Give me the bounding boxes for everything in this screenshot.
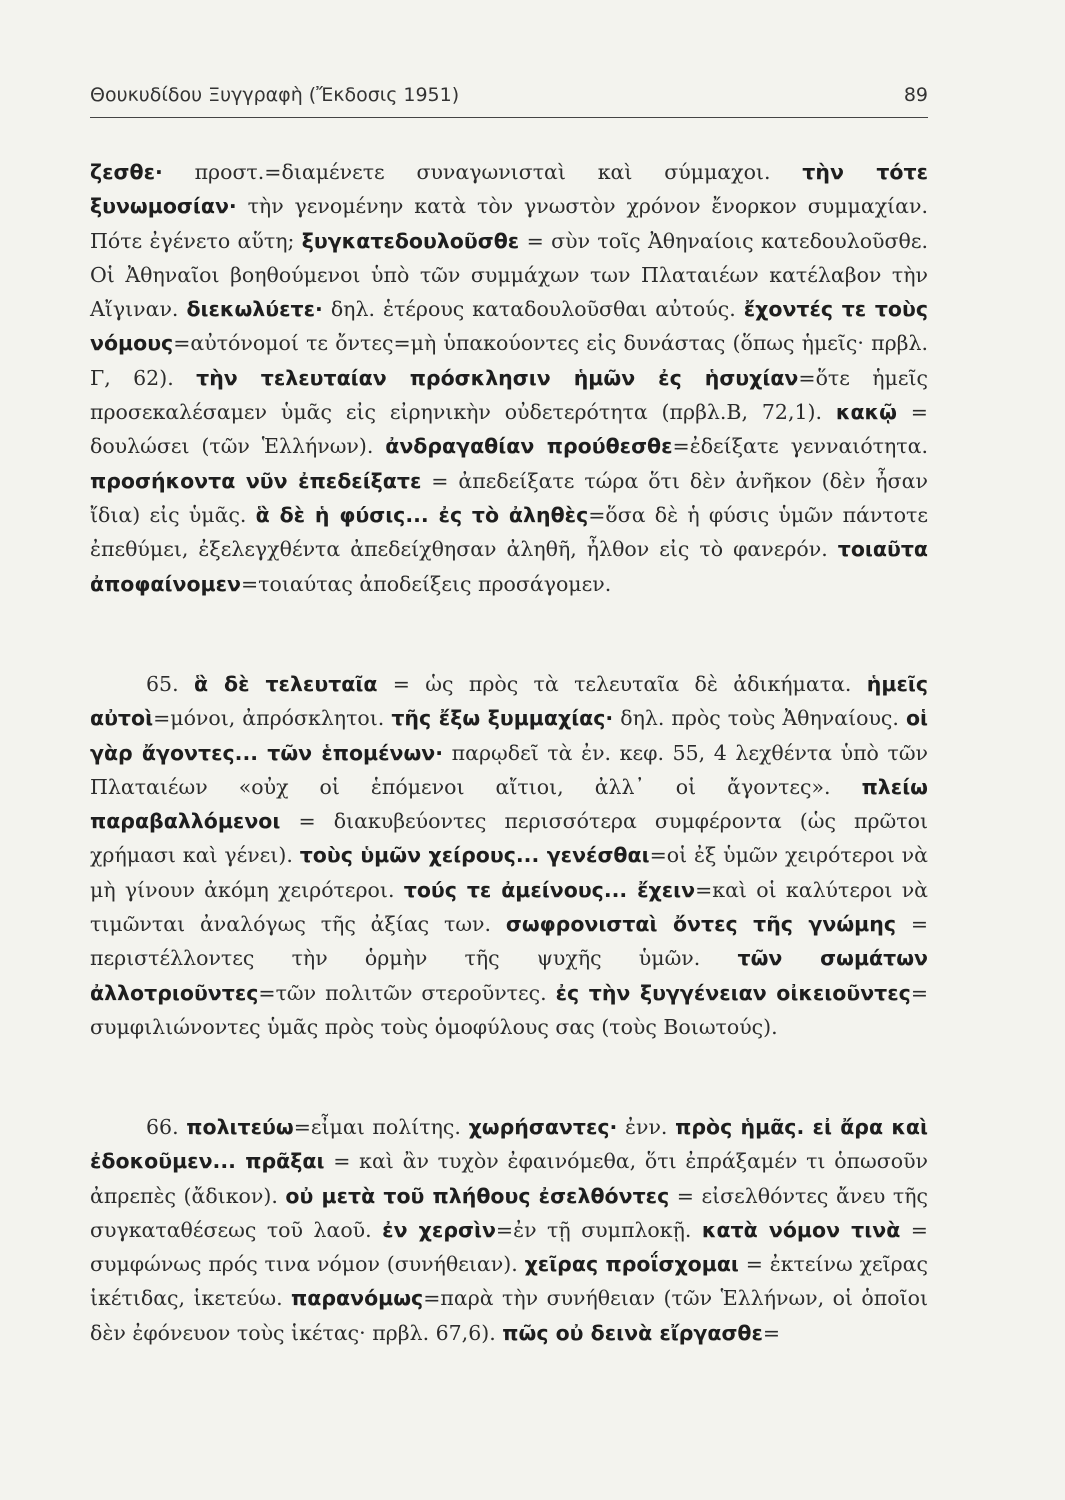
lemma: τοιαῦτα ἀποφαίνομεν [90, 537, 928, 596]
lemma: ἡμεῖς αὐτοὶ [90, 672, 928, 731]
lemma: τὴν τότε ξυνωμοσίαν· [90, 160, 928, 219]
gloss-text: ἐνν. [617, 1115, 676, 1139]
gloss-text: =ἐν τῇ συμπλοκῇ. [495, 1217, 702, 1242]
gloss-text: = σὺν τοῖς Ἀθηναίοις κατεδουλοῦσθε. Οἱ Ἀθηναῖοι βοηθούμενοι ὑπὸ τῶν συμμάχων των Πλαταιέων κατέλαβον τὴν Αἴγιναν. [90, 228, 928, 322]
lemma: οἱ γὰρ ἄγοντες... τῶν ἑπομένων· [90, 706, 929, 765]
gloss-text: =μόνοι, ἀπρόσκλητοι. [153, 706, 392, 731]
gloss-text: 65. [146, 672, 194, 696]
running-header [90, 84, 928, 106]
gloss-text: παρῳδεῖ τὰ ἐν. κεφ. 55, 4 λεχθέντα ὑπὸ τῶν Πλαταιέων «οὐχ οἱ ἑπόμενοι αἴτιοι, ἀλλ᾿ οἱ ἄγοντες». [90, 740, 928, 799]
running-title: Θουκυδίδου Ξυγγραφὴ (Ἔκδοσις 1951) [90, 84, 460, 106]
gloss-text: =εἶμαι πολίτης. [293, 1115, 469, 1139]
gloss-text: δηλ. πρὸς τοὺς Ἀθηναίους. [613, 706, 906, 731]
lemma: τοὺς ὑμῶν χείρους... γενέσθαι [299, 843, 650, 868]
lemma: ἃ δὲ ἡ φύσις... ἐς τὸ ἀληθὲς [255, 502, 589, 527]
lemma: σωφρονισταὶ ὄντες τῆς γνώμης [505, 912, 896, 937]
lemma: κατὰ νόμον τινὰ [701, 1217, 901, 1242]
gloss-text: = καὶ ἂν τυχὸν ἐφαινόμεθα, ὅτι ἐπράξαμέν τι ὁπωσοῦν ἀπρεπὲς (ἄδικον). [90, 1149, 928, 1208]
page-number: 89 [903, 84, 928, 106]
gloss-text: =οἱ ἐξ ὑμῶν χειρότεροι νὰ μὴ γίνουν ἀκόμη χειρότεροι. [90, 843, 928, 902]
lemma: διεκωλύετε· [186, 297, 323, 322]
lemma: ἐς τὴν ξυγγένειαν οἰκειοῦντες [555, 980, 911, 1005]
lemma: χεῖρας προΐσχομαι [524, 1252, 739, 1277]
gloss-text: =τοιαύτας ἀποδείξεις προσάγομεν. [241, 571, 612, 596]
gloss-text: = ἐκτείνω χεῖρας ἱκέτιδας, ἱκετεύω. [90, 1252, 928, 1311]
gloss-text: = εἰσελθόντες ἄνευ τῆς συγκαταθέσεως τοῦ λαοῦ. [90, 1183, 928, 1242]
gloss-text: = περιστέλλοντες τὴν ὁρμὴν τῆς ψυχῆς ὑμῶν. [90, 912, 928, 971]
lemma: πλείω παραβαλλόμενοι [90, 774, 928, 834]
lemma: πῶς οὐ δεινὰ εἴργασθε [502, 1320, 763, 1345]
lemma: ἐν χερσὶν [382, 1217, 496, 1242]
gloss-text: =τῶν πολιτῶν στεροῦντες. [258, 980, 556, 1005]
lemma: ζεσθε· [90, 160, 163, 184]
header-rule [90, 117, 928, 118]
lemma: ξυγκατεδουλοῦσθε [301, 228, 520, 253]
gloss-text: =καὶ οἱ καλύτεροι νὰ τιμῶνται ἀναλόγως τῆς ἀξίας των. [90, 877, 928, 937]
gloss-text: = συμφώνως πρός τινα νόμον (συνήθειαν). [90, 1217, 928, 1277]
gloss-text: = διακυβεύοντες περισσότερα συμφέροντα (ὡς πρῶτοι χρήμασι καὶ γένει). [90, 809, 928, 868]
gloss-text: =ὅτε ἡμεῖς προσεκαλέσαμεν ὑμᾶς εἰς εἰρηνικὴν οὐδετερότητα (πρβλ.Β, 72,1). [90, 365, 929, 425]
lemma: προσήκοντα νῦν ἐπεδείξατε [90, 468, 422, 493]
gloss-text: προστ.=διαμένετε συναγωνισταὶ καὶ σύμμαχοι. [162, 160, 803, 184]
gloss-text: = ὡς πρὸς τὰ τελευταῖα δὲ ἀδικήματα. [377, 672, 867, 696]
lemma: τούς τε ἀμείνους... ἔχειν [403, 877, 696, 902]
lemma: παρανόμως [291, 1286, 424, 1311]
commentary-paragraph-66 [90, 1110, 928, 1350]
lemma: πολιτεύω [186, 1115, 294, 1139]
lemma: κακῷ [835, 400, 897, 425]
commentary-paragraph-1 [90, 155, 928, 601]
lemma: τῆς ἔξω ξυμμαχίας· [391, 706, 614, 731]
commentary-paragraph-65 [90, 667, 928, 1044]
lemma: ἀνδραγαθίαν προύθεσθε [385, 434, 673, 459]
gloss-text: = ἀπεδείξατε τώρα ὅτι δὲν ἀνῆκον (δὲν ἦσαν ἴδια) εἰς ὑμᾶς. [90, 468, 928, 527]
gloss-text: 66. [146, 1115, 187, 1139]
gloss-text: = δουλώσει (τῶν Ἑλλήνων). [90, 400, 928, 459]
lemma: χωρήσαντες· [468, 1115, 618, 1139]
lemma: τὴν τελευταίαν πρόσκλησιν ἡμῶν ἐς ἡσυχίαν [196, 365, 799, 390]
gloss-text: =ἐδείξατε γενναιότητα. [672, 434, 928, 459]
lemma: ἔχοντές τε τοὺς νόμους [90, 297, 928, 356]
lemma: πρὸς ἡμᾶς. εἰ ἄρα καὶ ἐδοκοῦμεν... πρᾶξαι [90, 1115, 928, 1174]
gloss-text: τὴν γενομένην κατὰ τὸν γνωστὸν χρόνον ἔνορκον συμμαχίαν. Πότε ἐγένετο αὕτη; [90, 194, 928, 253]
gloss-text: =αὐτόνομοί τε ὄντες=μὴ ὑπακούοντες εἰς δυνάστας (ὅπως ἡμεῖς· πρβλ. Γ, 62). [90, 331, 928, 390]
gloss-text: = [762, 1320, 781, 1345]
gloss-text: =ὅσα δὲ ἡ φύσις ὑμῶν πάντοτε ἐπεθύμει, ἐξελεγχθέντα ἀπεδείχθησαν ἀληθῆ, ἦλθον εἰς τὸ φανερόν. [90, 502, 929, 562]
lemma: ἃ δὲ τελευταῖα [193, 672, 378, 696]
lemma: οὐ μετὰ τοῦ πλήθους ἐσελθόντες [285, 1183, 670, 1208]
lemma: τῶν σωμάτων ἀλλοτριοῦντες [90, 946, 928, 1005]
gloss-text: = συμφιλιώνοντες ὑμᾶς πρὸς τοὺς ὁμοφύλους σας (τοὺς Βοιωτούς). [90, 980, 929, 1039]
gloss-text: δηλ. ἑτέρους καταδουλοῦσθαι αὐτούς. [322, 297, 744, 322]
gloss-text: =παρὰ τὴν συνήθειαν (τῶν Ἑλλήνων, οἱ ὁποῖοι δὲν ἐφόνευον τοὺς ἱκέτας· πρβλ. 67,6). [90, 1286, 928, 1345]
